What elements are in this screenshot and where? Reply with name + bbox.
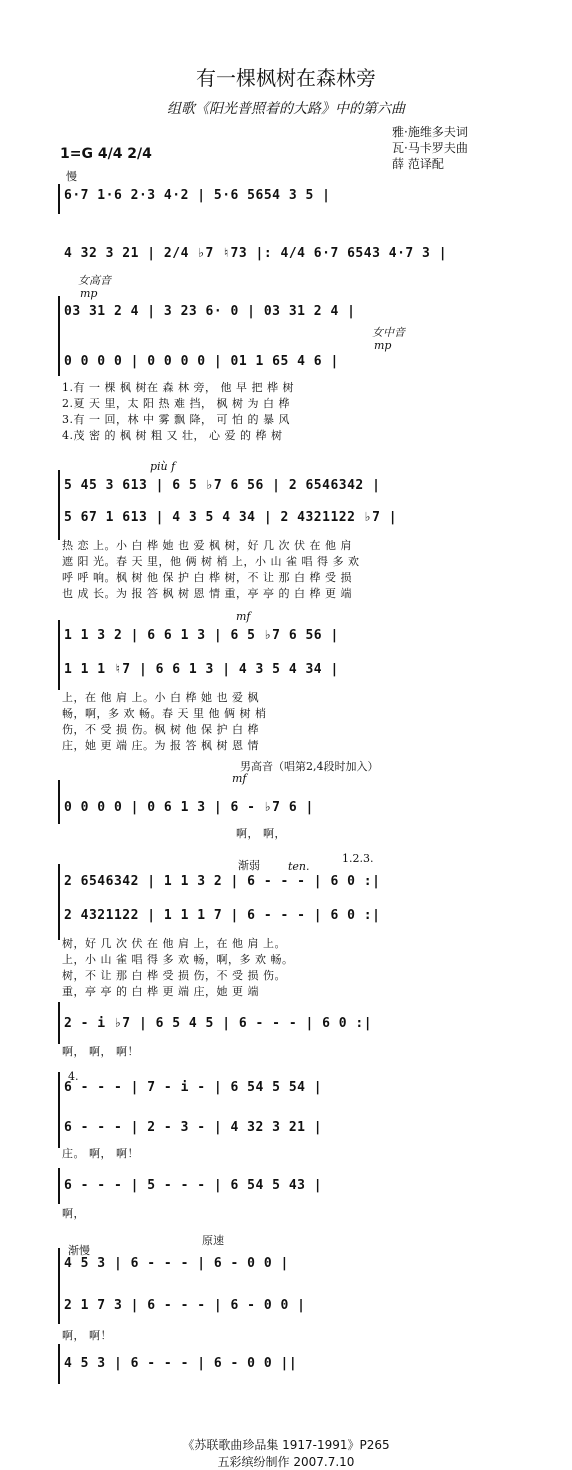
lyric-line: 1.有 一 棵 枫 树在 森 林 旁， 他 早 把 桦 树 <box>62 381 294 394</box>
lyric-line: 遮 阳 光。春 天 里，他 俩 树 梢 上，小 山 雀 唱 得 多 欢 <box>62 555 360 568</box>
volta-bracket: 1.2.3. <box>342 852 374 865</box>
lyric-line: 庄，她 更 端 庄。为 报 答 枫 树 恩 情 <box>62 739 259 752</box>
volta-bracket: 4. <box>68 1070 79 1083</box>
notation-row: 6·7 1·6 2·3 4·2 | 5·6 5654 3 5 | <box>64 188 331 203</box>
notation-row: 6 - - - | 5 - - - | 6 54 5 43 | <box>64 1178 323 1193</box>
notation-row: 03 31 2 4 | 3 23 6· 0 | 03 31 2 4 | <box>64 304 356 319</box>
notation-row: 1 1 1 ♮7 | 6 6 1 3 | 4 3 5 4 34 | <box>64 662 339 677</box>
tempo-mark: 慢 <box>66 170 77 183</box>
notation-row: 4 32 3 21 | 2/4 ♭7 ♮73 |: 4/4 6·7 6543 4·7 3 | <box>64 246 448 261</box>
lyrics-block <box>62 380 294 444</box>
dynamic-mark: mf <box>236 610 251 623</box>
notation-row: 0 0 0 0 | 0 0 0 0 | 01 1 65 4 6 | <box>64 354 339 369</box>
lyric-line: 庄。 啊， 啊！ <box>62 1147 139 1160</box>
lyric-line: 上，在 他 肩 上。小 白 桦 她 也 爱 枫 <box>62 691 259 704</box>
lyric-line: 重，亭 亭 的 白 桦 更 端 庄，她 更 端 <box>62 985 259 998</box>
lyric-line: 4.茂 密 的 枫 树 粗 又 壮， 心 爱 的 桦 树 <box>62 429 283 442</box>
voice-label-alto: 女中音 <box>372 326 405 339</box>
notation-row: 2 - i ♭7 | 6 5 4 5 | 6 - - - | 6 0 :| <box>64 1016 373 1031</box>
credit-lyricist: 雅·施维多夫词 <box>392 125 468 139</box>
system-bar <box>58 1168 60 1204</box>
lyrics-block <box>62 538 359 602</box>
system-brace <box>58 864 60 940</box>
voice-label-soprano: 女高音 <box>78 274 111 287</box>
lyric-line: 树，好 几 次 伏 在 他 肩 上，在 他 肩 上。 <box>62 937 286 950</box>
expression-mark: 渐慢 <box>68 1244 90 1257</box>
credit-composer: 瓦·马卡罗夫曲 <box>392 141 468 155</box>
lyric-line: 呼 呼 响。枫 树 他 保 护 白 桦 树，不 让 那 白 桦 受 损 <box>62 571 352 584</box>
source-note: 《苏联歌曲珍品集 1917-1991》P265 <box>182 1438 390 1452</box>
notation-row: 5 45 3 613 | 6 5 ♭7 6 56 | 2 6546342 | <box>64 478 381 493</box>
lyric-line: 啊， 啊！ <box>62 1329 112 1342</box>
lyrics-block <box>62 690 266 754</box>
lyric-line: 伤，不 受 损 伤。枫 树 他 保 护 白 桦 <box>62 723 259 736</box>
dynamic-mark: mp <box>80 287 98 300</box>
system-bar <box>58 780 60 824</box>
lyric-line: 啊， 啊， <box>236 827 286 840</box>
dynamic-mark: mf <box>232 772 247 785</box>
system-brace <box>58 620 60 690</box>
credits <box>392 124 468 172</box>
notation-row: 2 6546342 | 1 1 3 2 | 6 - - - | 6 0 :| <box>64 874 381 889</box>
subtitle: 组歌《阳光普照着的大路》中的第六曲 <box>167 101 405 117</box>
lyric-line: 啊， <box>62 1207 85 1220</box>
notation-row: 6 - - - | 7 - i - | 6 54 5 54 | <box>64 1080 323 1095</box>
lyric-line: 热 恋 上。小 白 桦 她 也 爱 枫 树，好 几 次 伏 在 他 肩 <box>62 539 352 552</box>
system-brace <box>58 1248 60 1324</box>
notation-row: 6 - - - | 2 - 3 - | 4 32 3 21 | <box>64 1120 323 1135</box>
system-bar <box>58 184 60 214</box>
lyric-line: 3.有 一 回，林 中 雾 飘 降， 可 怕 的 暴 风 <box>62 413 290 426</box>
lyric-line: 上，小 山 雀 唱 得 多 欢 畅，啊，多 欢 畅。 <box>62 953 294 966</box>
lyric-line: 畅，啊，多 欢 畅。春 天 里 他 俩 树 梢 <box>62 707 267 720</box>
dynamic-mark: mp <box>374 339 392 352</box>
lyric-line: 树，不 让 那 白 桦 受 损 伤，不 受 损 伤。 <box>62 969 286 982</box>
system-brace <box>58 296 60 376</box>
notation-row: 4 5 3 | 6 - - - | 6 - 0 0 || <box>64 1356 298 1371</box>
system-bar <box>58 1002 60 1044</box>
notation-row: 5 67 1 613 | 4 3 5 4 34 | 2 4321122 ♭7 | <box>64 510 398 525</box>
expression-mark: ten. <box>288 860 310 873</box>
lyric-line: 也 成 长。为 报 答 枫 树 恩 情 重，亭 亭 的 白 桦 更 端 <box>62 587 352 600</box>
page-title: 有一棵枫树在森林旁 <box>196 66 376 90</box>
lyric-line: 啊， 啊， 啊！ <box>62 1045 139 1058</box>
notation-row: 2 4321122 | 1 1 1 7 | 6 - - - | 6 0 :| <box>64 908 381 923</box>
system-brace <box>58 1072 60 1148</box>
maker-note: 五彩缤纷制作 2007.7.10 <box>217 1455 355 1469</box>
expression-mark: 渐弱 <box>238 859 260 872</box>
lyrics-block <box>62 936 293 1000</box>
notation-row: 4 5 3 | 6 - - - | 6 - 0 0 | <box>64 1256 289 1271</box>
system-brace <box>58 470 60 540</box>
lyric-line: 2.夏 天 里，太 阳 热 难 挡， 枫 树 为 白 桦 <box>62 397 290 410</box>
expression-mark: 原速 <box>202 1234 224 1247</box>
key-signature: 1=G 4/4 2/4 <box>60 146 152 162</box>
system-bar <box>58 1344 60 1384</box>
voice-label-tenor: 男高音（唱第2,4段时加入） <box>240 760 379 773</box>
notation-row: 2 1 7 3 | 6 - - - | 6 - 0 0 | <box>64 1298 306 1313</box>
credit-translator: 薛 范译配 <box>392 157 444 171</box>
notation-row: 1 1 3 2 | 6 6 1 3 | 6 5 ♭7 6 56 | <box>64 628 339 643</box>
notation-row: 0 0 0 0 | 0 6 1 3 | 6 - ♭7 6 | <box>64 800 314 815</box>
dynamic-mark: più f <box>150 460 176 473</box>
